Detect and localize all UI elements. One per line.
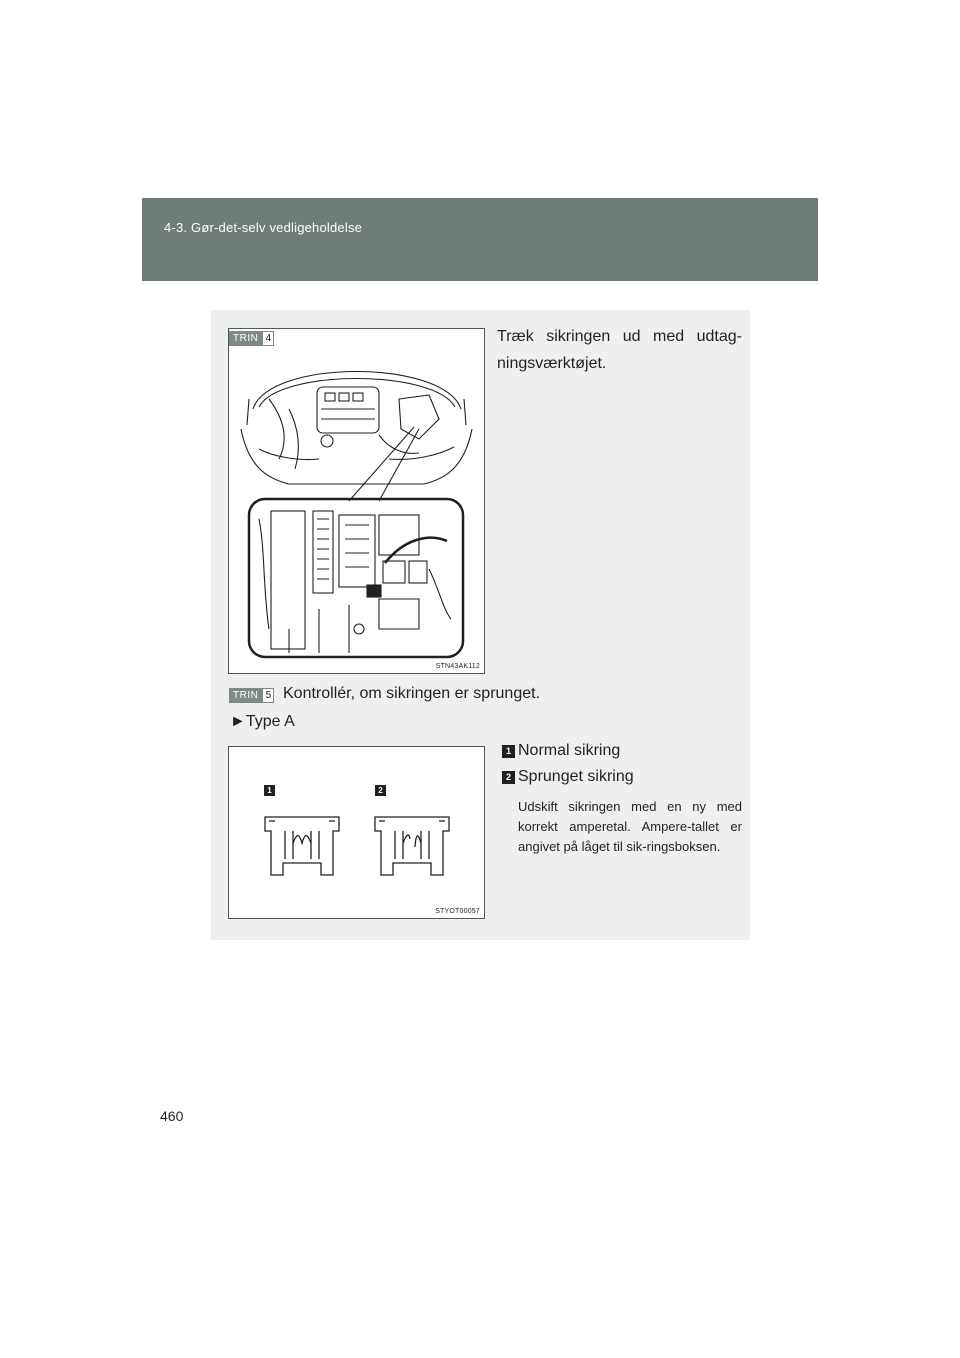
figure-code: STYOT00057: [435, 908, 480, 915]
section-header-bar: [142, 198, 818, 281]
step-number: 4: [262, 331, 274, 346]
step-number: 5: [262, 688, 274, 703]
marker-1: 1: [264, 785, 275, 796]
step-5-badge: [229, 688, 274, 703]
fuse-illustration: [228, 746, 485, 919]
figure-code: STN43AK112: [435, 663, 480, 670]
type-label: ►Type A: [230, 713, 295, 730]
engine-fuse-box-drawing: [229, 329, 484, 673]
step-label: TRIN: [229, 331, 262, 346]
legend-item-blown: [502, 768, 634, 786]
engine-bay-illustration: [228, 328, 485, 674]
step-4-badge: [229, 331, 274, 346]
marker-2: 2: [375, 785, 386, 796]
legend-marker: 2: [502, 771, 515, 784]
page-number: 460: [160, 1108, 184, 1124]
blown-fuse-icon: [375, 817, 449, 875]
normal-fuse-icon: [265, 817, 339, 875]
fuse-drawing: [229, 747, 484, 918]
section-title: 4-3. Gør-det-selv vedligeholdelse: [164, 220, 363, 235]
legend-label: Sprunget sikring: [518, 768, 634, 785]
legend-marker: 1: [502, 745, 515, 758]
step-label: TRIN: [229, 688, 262, 703]
legend-label: Normal sikring: [518, 742, 621, 759]
step-4-text: Træk sikringen ud med udtag-ningsværktøjet.: [497, 328, 742, 372]
legend-item-normal: [502, 742, 620, 760]
step-5-text: Kontrollér, om sikringen er sprunget.: [283, 685, 541, 702]
replacement-note: Udskift sikringen med en ny med korrekt amperetal. Ampere-tallet er angivet på låget til sik-ringsboksen.: [518, 799, 742, 854]
